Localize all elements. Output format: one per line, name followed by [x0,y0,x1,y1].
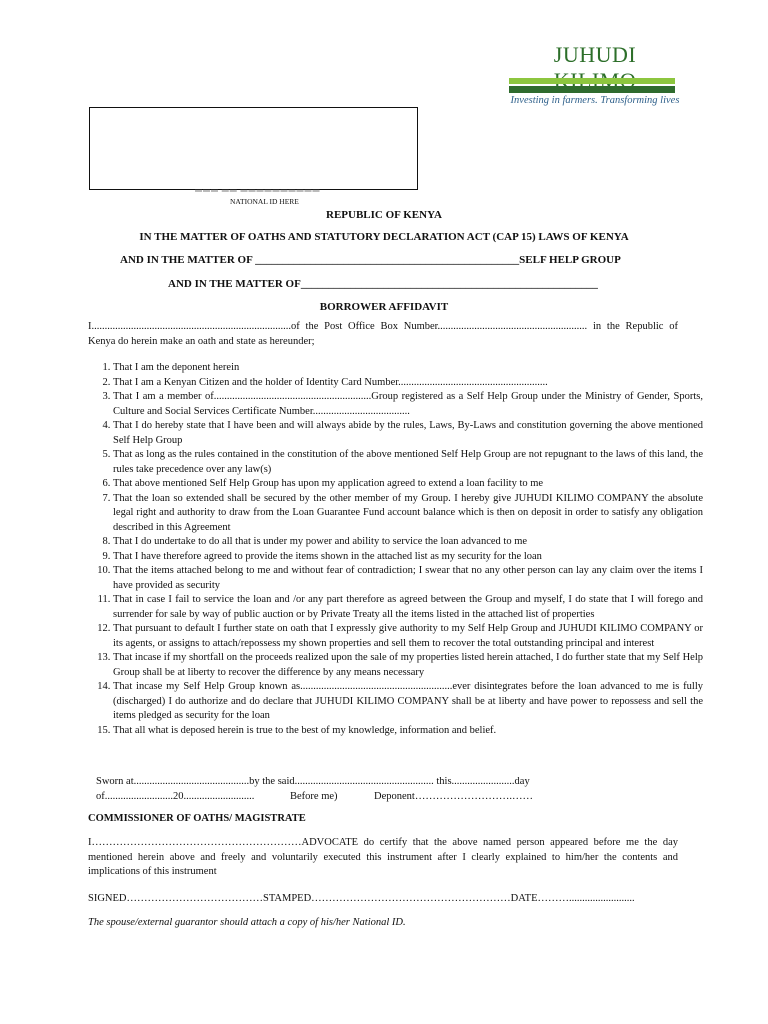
signed-stamped-date-line: SIGNED…………………………………STAMPED…………………………………………………DATE………......................... [88,893,635,904]
declaration-item: 5. That as long as the rules contained in the constitution of the above mentioned Self Help Group are not repugnant to the laws of this land, the rules take precedence over any law(s) [113,448,703,477]
affidavit-title: BORROWER AFFIDAVIT [319,301,449,313]
declaration-item: 2. That I am a Kenyan Citizen and the holder of Identity Card Number......................................................... [113,376,703,391]
declaration-item: 4. That I do hereby state that I have been and will always abide by the rules, Laws, By-Laws and constitution governing the above mentioned Self Help Group [113,419,703,448]
company-logo-name: JUHUDI [553,42,637,67]
declaration-item: 1. That I am the deponent herein [113,361,703,376]
declaration-list [88,361,703,738]
before-me-label: Before me) [290,791,338,802]
logo-stripe-dark [509,86,675,93]
declaration-item: 8. That I do undertake to do all that is under my power and ability to service the loan advanced to me [113,535,703,550]
declaration-item: 14. That incase my Self Help Group known as..........................................................ever disintegrates before the loan advanced to me is fully (discharged) I do authorize and do declare that JUHUDI KILIMO COMPANY shall be at liberty and have power to repossess and sell the items pledged as security for the loan [113,680,703,724]
declaration-item: 11. That in case I fail to service the loan and /or any part therefore as agreed between the Group and myself, I do state that I will forego and surrender for sale by way of public auction or by Private Treaty all the items listed in the attached list of properties [113,593,703,622]
commissioner-certification: I……………………………………………………ADVOCATE do certify that the above named person appeared before me the day mentioned herein above and freely and voluntarily executed this instrument after I clearly explained to him/her the contents and implications of this instrument [88,837,678,877]
company-tagline: Investing in farmers. Transforming lives [510,95,680,106]
national-id-caption: NATIONAL ID HERE [230,197,299,206]
declaration-item: 10. That the items attached belong to me and without fear of contradiction; I swear that no any other person can lay any claim over the items I have provided as security [113,564,703,593]
declaration-item: 13. That incase if my shortfall on the proceeds realized upon the sale of my properties listed herein attached, I do further state that my Self Help Group shall be at liberty to recover the difference by any means necessary [113,651,703,680]
logo-stripe-light [509,78,675,84]
declaration-item: 9. That I have therefore agreed to provide the items shown in the attached list as my security for the loan [113,550,703,565]
commissioner-heading: COMMISSIONER OF OATHS/ MAGISTRATE [88,813,306,824]
id-box-faint-text: ▬▬▬ ▬▬ ▬▬▬▬▬▬▬▬▬▬ [195,186,321,194]
declaration-item: 3. That I am a member of............................................................Group registered as a Self Help Group under the Ministry of Gender, Sports, Culture and Social Services Certificate Number..................................... [113,390,703,419]
national-id-box [89,107,418,190]
declaration-item: 12. That pursuant to default I further state on oath that I expressly give authority to my Self Help Group and JUHUDI KILIMO COMPANY or its agents, or assigns to attach/repossess my shown properties and sell them to recover the total outstanding principal and interest [113,622,703,651]
declaration-item: 15. That all what is deposed herein is true to the best of my knowledge, information and belief. [113,724,703,739]
republic-heading: REPUBLIC OF KENYA [326,209,442,221]
deponent-signature-line: Deponent……………………….…… [374,791,533,802]
declaration-item: 6. That above mentioned Self Help Group has upon my application agreed to extend a loan facility to me [113,477,703,492]
guarantor-id-note: The spouse/external guarantor should attach a copy of his/her National ID. [88,917,406,928]
matter-heading-blank: AND IN THE MATTER OF______________________________________________________ [168,278,598,290]
declaration-item: 7. That the loan so extended shall be secured by the other member of my Group. I hereby give JUHUDI KILIMO COMPANY the absolute legal right and authority to draw from the Loan Guarantee Fund account balance which is then on deposit in order to satisfy any obligation described in this Agreement [113,492,703,536]
matter-heading-oaths: IN THE MATTER OF OATHS AND STATUTORY DECLARATION ACT (CAP 15) LAWS OF KENYA [139,231,629,243]
matter-heading-group: AND IN THE MATTER OF ________________________________________________SELF HELP GROUP [120,254,621,266]
sworn-date-line: of..........................20........................... [96,791,255,802]
sworn-at-line: Sworn at............................................by the said..................................................... this........................day [96,776,530,787]
intro-paragraph: I............................................................................of the Post Office Box Number......................................................... in the Republic of Kenya do herein make an oath and state as hereunder; [88,321,678,347]
